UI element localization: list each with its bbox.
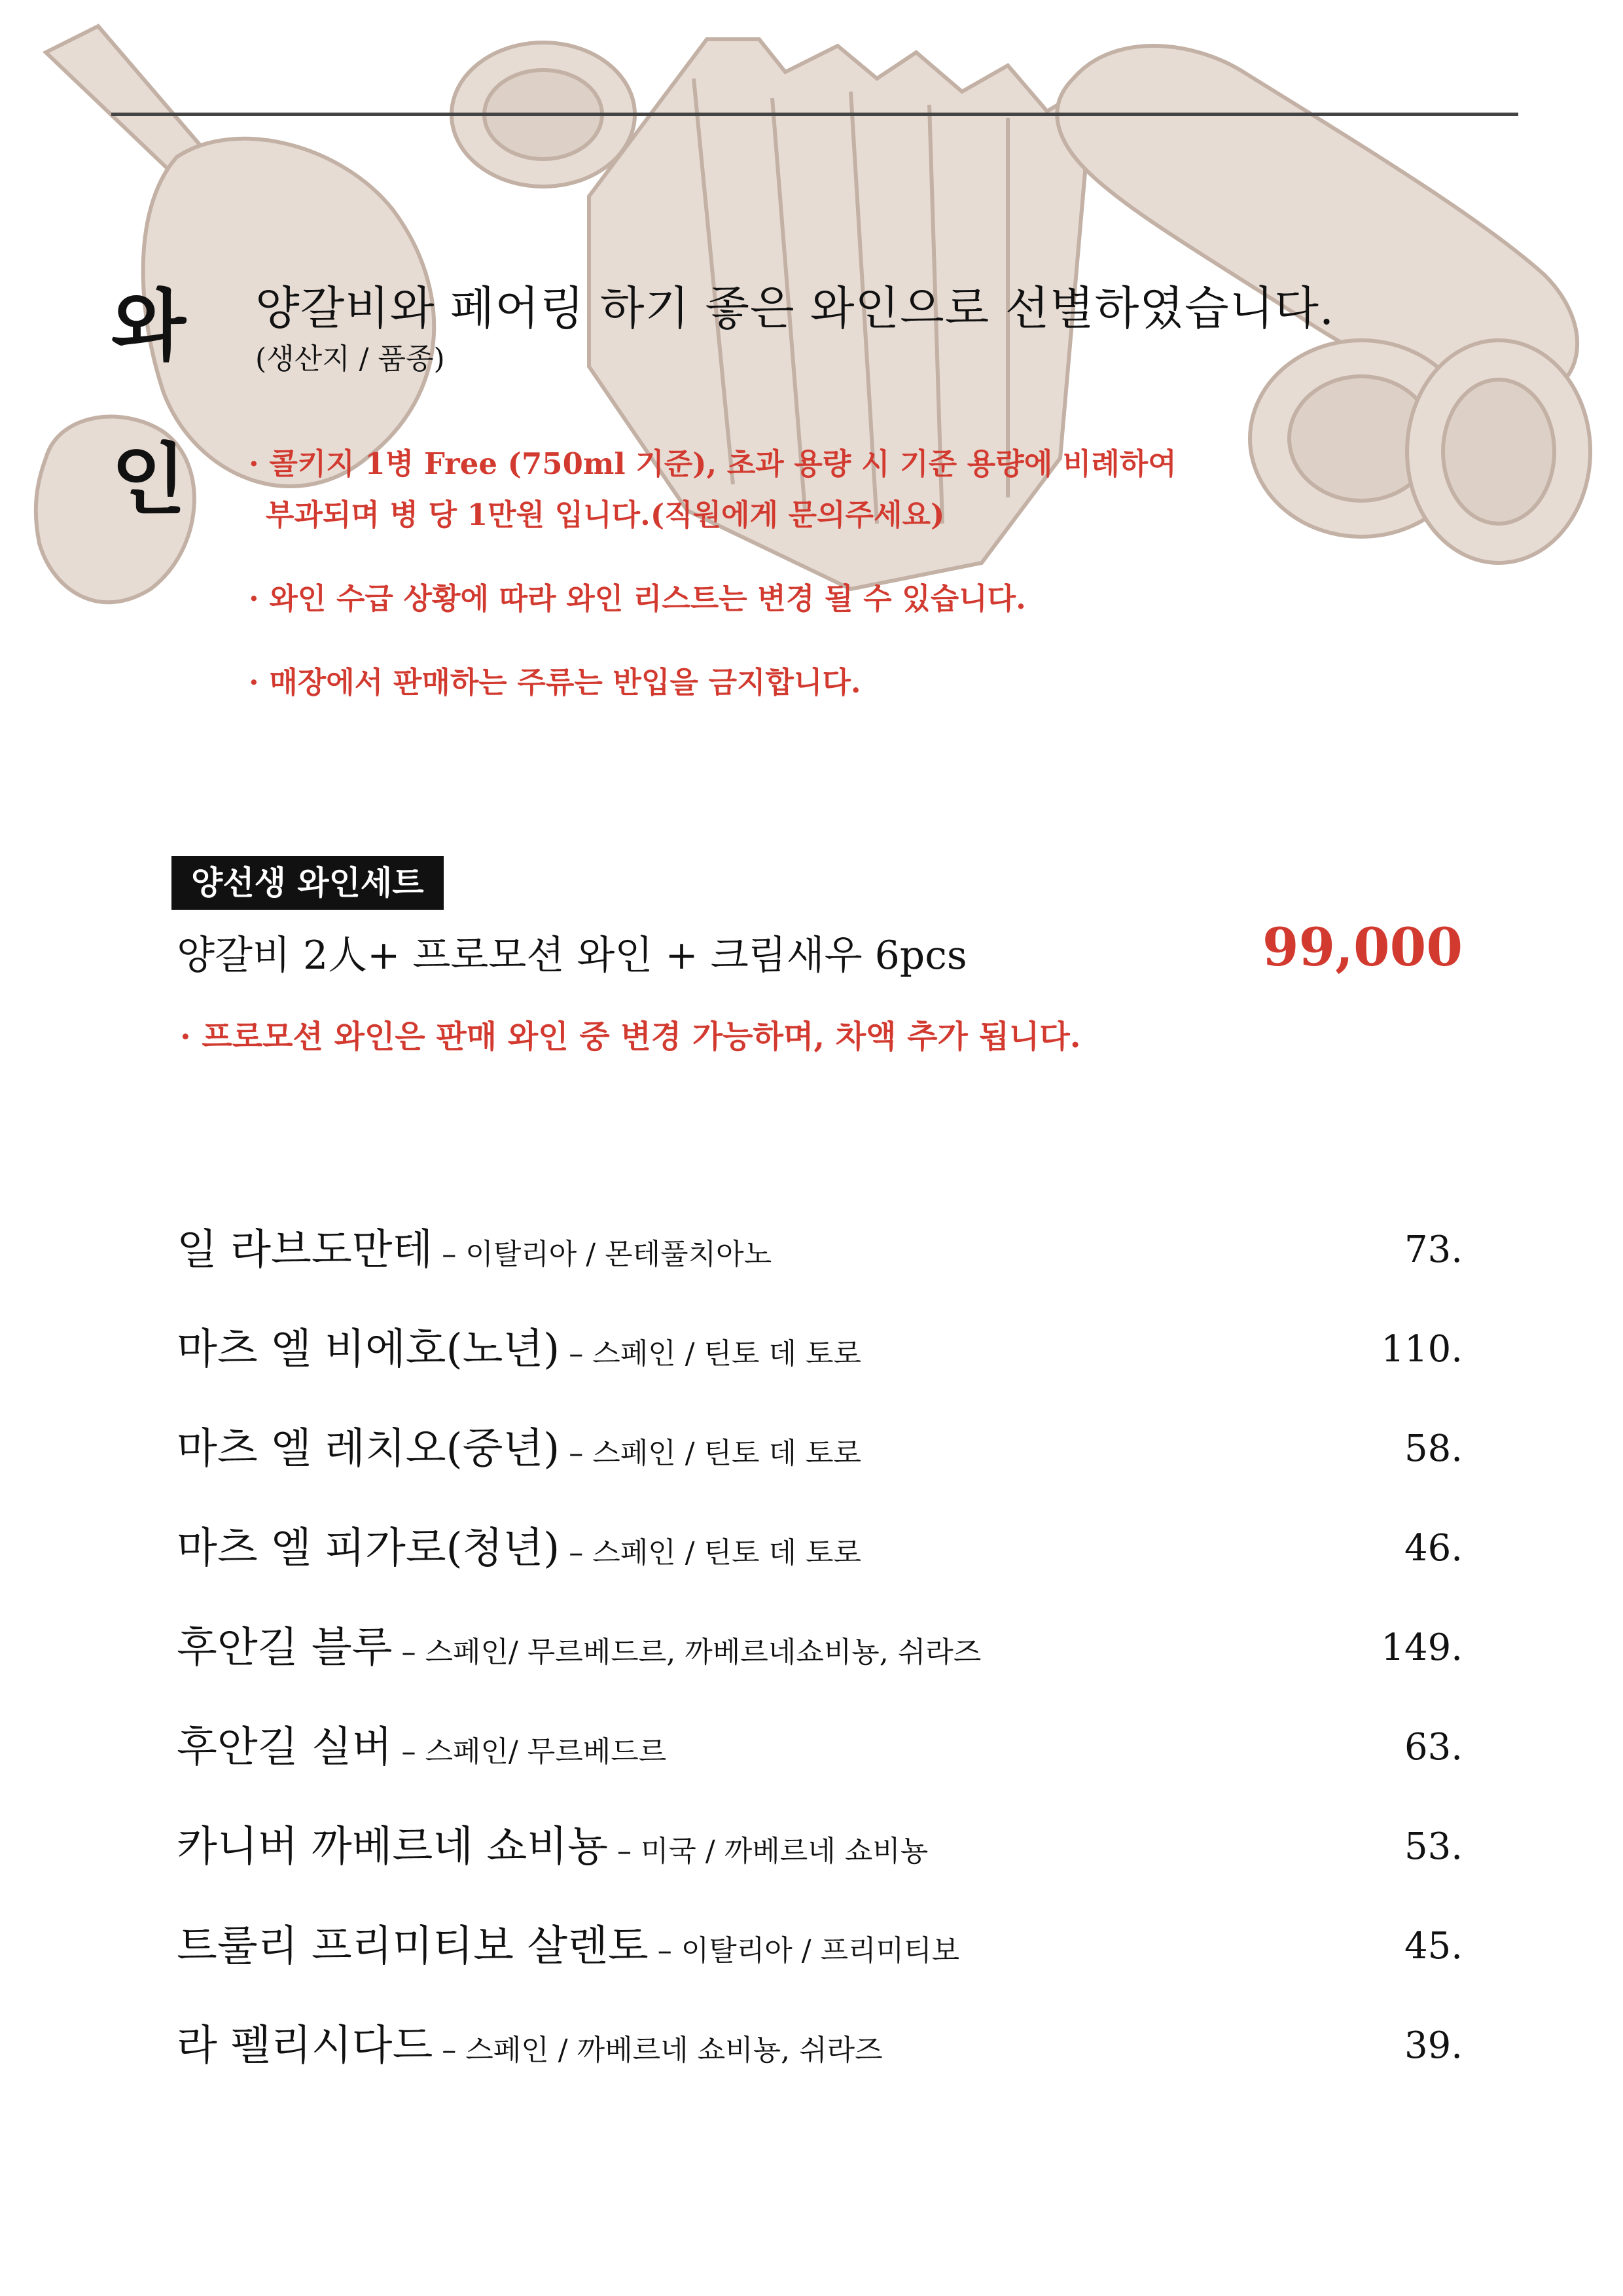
wine-name: 마츠 엘 레치오(중년)	[177, 1425, 560, 1473]
wine-name: 마츠 엘 피가로(청년)	[177, 1524, 560, 1573]
wine-price: 63.	[1404, 1726, 1463, 1768]
wine-origin: – 미국 / 까베르네 쇼비뇽	[616, 1835, 929, 1868]
note-corkage: · 콜키지 1병 Free (750ml 기준), 초과 용량 시 기준 용량에 비례하여	[249, 446, 1177, 481]
wine-name: 트룰리 프리미티보 살렌토	[177, 1922, 649, 1971]
wine-name: 후안길 실버	[177, 1723, 393, 1772]
wine-origin: – 스페인 / 틴토 데 토로	[569, 1536, 862, 1570]
wine-price: 73.	[1404, 1229, 1463, 1271]
wine-price: 149.	[1381, 1626, 1463, 1669]
policy-notes	[249, 439, 1177, 708]
note-corkage-cont: 부과되며 병 당 1만원 입니다.(직원에게 문의주세요)	[266, 497, 945, 532]
set-note: · 프로모션 와인은 판매 와인 중 변경 가능하며, 차액 추가 됩니다.	[180, 1018, 1081, 1055]
wine-name: 라 펠리시다드	[177, 2022, 433, 2070]
wine-row	[177, 1615, 1463, 1715]
wine-origin: – 스페인 / 까베르네 쇼비뇽, 쉬라즈	[442, 2034, 883, 2067]
wine-name: 카니버 까베르네 쇼비뇽	[177, 1823, 608, 1871]
wine-row	[177, 2013, 1463, 2113]
wine-price: 45.	[1404, 1925, 1463, 1967]
wine-name: 일 라브도만테	[177, 1226, 433, 1274]
wine-origin: – 스페인/ 무르베드르	[401, 1735, 667, 1768]
wine-price: 46.	[1404, 1527, 1463, 1570]
section-title-bottom: 인	[111, 434, 186, 525]
wine-origin: – 스페인 / 틴토 데 토로	[569, 1437, 862, 1470]
wine-name: 후안길 블루	[177, 1624, 393, 1672]
wine-row	[177, 1416, 1463, 1516]
note-wine-supply: · 와인 수급 상황에 따라 와인 리스트는 변경 될 수 있습니다.	[249, 581, 1026, 616]
set-description: 양갈비 2人+ 프로모션 와인 + 크림새우 6pcs	[177, 933, 967, 978]
wine-row	[177, 1814, 1463, 1914]
section-title-top: 와	[111, 280, 186, 371]
note-no-outside-liquor: · 매장에서 판매하는 주류는 반입을 금지합니다.	[249, 665, 861, 700]
wine-price: 110.	[1381, 1328, 1463, 1371]
wine-name: 마츠 엘 비에호(노년)	[177, 1325, 560, 1374]
section-title	[111, 249, 209, 556]
headline: 양갈비와 페어링 하기 좋은 와인으로 선별하였습니다.	[255, 281, 1335, 335]
wine-row	[177, 1516, 1463, 1615]
wine-list	[177, 1217, 1463, 2113]
wine-row	[177, 1914, 1463, 2013]
top-rule	[111, 113, 1518, 116]
subline: (생산지 / 품종)	[255, 342, 445, 376]
wine-price: 39.	[1404, 2024, 1463, 2067]
wine-origin: – 이탈리아 / 프리미티보	[657, 1934, 960, 1967]
wine-row	[177, 1715, 1463, 1814]
wine-row	[177, 1317, 1463, 1416]
wine-price: 53.	[1404, 1825, 1463, 1868]
wine-origin: – 스페인 / 틴토 데 토로	[569, 1337, 862, 1371]
wine-price: 58.	[1404, 1427, 1463, 1470]
wine-row	[177, 1217, 1463, 1317]
set-price: 99,000	[1262, 916, 1463, 978]
wine-origin: – 이탈리아 / 몬테풀치아노	[442, 1238, 772, 1271]
set-label: 양선생 와인세트	[171, 856, 444, 910]
wine-origin: – 스페인/ 무르베드르, 까베르네쇼비뇽, 쉬라즈	[401, 1636, 982, 1669]
